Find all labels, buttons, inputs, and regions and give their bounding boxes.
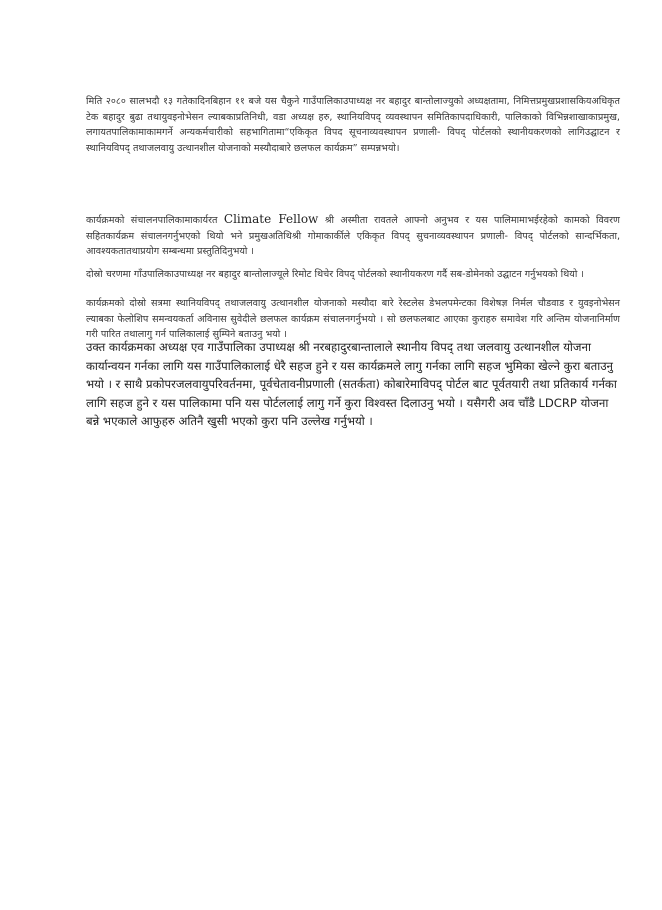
program-conduct-paragraph: [86, 212, 620, 260]
program-conduct-text-start: कार्यक्रमको संचालनपालिकामाकार्यरत: [86, 215, 224, 226]
chairperson-remarks-paragraph: उक्त कार्यक्रमका अध्यक्ष एव गाउँपालिका उपाध्यक्ष श्री नरबहादुरबान्तालाले स्थानीय विपद् तथा जलवायु उत्थानशील योजना कार्यान्वयन गर्नका लागि यस गाउँपालिकालाई धेरै सहज हुने र यस कार्यक्रमले लागु गर्नका लागि सहज भुमिका खेल्ने कुरा बताउनु भयो । र साथै प्रकोपरजलवायुपरिवर्तनमा, पूर्वचेतावनीप्रणाली (सतर्कता) कोबारेमाविपद् पोर्टल बाट पूर्वतयारी तथा प्रतिकार्य गर्नका लागि सहज हुने र यस पालिकामा पनि यस पोर्टललाई लागु गर्ने कुरा विश्वस्त दिलाउनु भयो । यसैगरी अव चाँडै LDCRP योजना बन्ने भएकाले आफुहरु अतिनै खुसी भएको कुरा पनि उल्लेख गर्नुभयो ।: [86, 340, 617, 429]
portal-inauguration-paragraph: दोस्रो चरणमा गाँउपालिकाउपाध्यक्ष नर बहादुर बान्तोलाज्यूले रिमोट थिचेर विपद् पोर्टलको स्थानीयकरण गर्दै सब-डोमेनको उद्घाटन गर्नुभयको थियो ।: [86, 269, 585, 280]
second-session-paragraph: कार्यक्रमको दोस्रो सत्रमा स्थानियविपद् तथाजलवायु उत्थानशील योजनाको मस्यौदा बारे रेस्टलेस डेभलपमेन्टका विशेषज्ञ निर्मल चौडवाड र युवइनोभेसन ल्याबका फेलोशिप समन्वयकर्ता अविनास सुवेदीले छलफल कार्यक्रम संचालनगर्नुभयो । सो छलफलबाट आएका कुराहरु समावेश गरि अन्तिम योजनानिर्माण गरी पारित तथालागु गर्न पालिकालाई सुम्पिने बताउनु भयो ।: [86, 298, 620, 341]
meeting-summary-paragraph: मिति २०८० सालभदौ १३ गतेकादिनबिहान ११ बजे यस चैकुने गाउँपालिकाउपाध्यक्ष नर बहादुर बान्तोलाज्युको अध्यक्षतामा, निमित्तप्रमुखप्रशासकियअधिकृत टेक बहादुर बुढा तथायुवइनोभेसन ल्याबकाप्रतिनिधी, वडा अध्यक्ष हरु, स्थानियविपद् व्यवस्थापन समितिकापदाधिकारी, पालिकाको विभिन्नशाखाकाप्रमुख, लगायतपालिकामाकामगर्ने अन्यकर्मचारीको सहभागितामा“एकिकृत विपद सूचनाव्यवस्थापन प्रणाली- विपद् पोर्टलको स्थानीयकरणको लागिउद्घाटन र स्थानियविपद् तथाजलवायु उत्थानशील योजनाको मस्यौदाबारे छलफल कार्यक्रम” सम्पन्नभयो।: [86, 96, 620, 154]
program-conduct-text-end: श्री अस्मीता रावतले आफ्नो अनुभव र यस पालिमामाभईरहेको कामको विवरण सहितकार्यक्रम संचालनगर्नुभएको थियो भने प्रमुखअतिथिश्री गोमाकार्कीले एकिकृत विपद् सुचनाव्यवस्थापन प्रणाली- विपद् पोर्टलको सान्दर्भिकता, आवश्यकतातथाप्रयोग सम्बन्धमा प्रस्तुतिदिनुभयो ।: [86, 215, 620, 258]
climate-fellow-label: Climate Fellow: [223, 212, 319, 226]
